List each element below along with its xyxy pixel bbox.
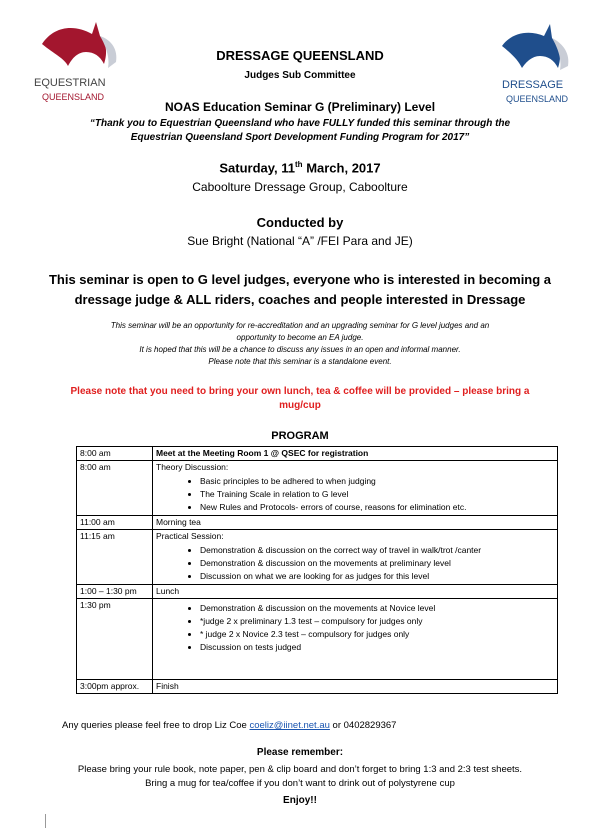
contact-prefix: Any queries please feel free to drop Liz Coe [62,720,250,731]
table-row [77,461,558,516]
conducted-label: Conducted by [256,215,344,230]
bullet-list [156,544,554,583]
row-activity: Theory Discussion: [156,462,229,472]
logo-right-line2: QUEENSLAND [506,94,569,104]
row-time: 3:00pm approx. [77,680,153,694]
thanks-note [0,117,600,145]
enjoy-text: Enjoy!! [283,795,317,806]
row-activity: Lunch [153,585,558,599]
open-note-line-1: This seminar is open to G level judges, everyone who is interested in becoming a [48,272,552,287]
table-row [77,516,558,530]
open-note [0,270,600,310]
contact-suffix: or 0402829367 [329,720,397,731]
row-activity-cell [153,599,558,680]
list-item: • Demonstration & discussion on the movements at Novice level [200,602,554,615]
table-row [77,680,558,694]
logo-left-line1: EQUESTRIAN [34,77,106,89]
program-table [76,446,558,694]
conductor-name: Sue Bright (National “A” /FEI Para and JE) [187,234,413,248]
dressage-queensland-logo [498,22,582,108]
seminar-title: NOAS Education Seminar G (Preliminary) Level [164,100,436,114]
date-prefix: Saturday, 11 [219,160,296,176]
lunch-note-line-2: mug/cup [279,400,321,411]
logo-right-line1: DRESSAGE [502,79,564,91]
logo-left-line2: QUEENSLAND [42,92,105,102]
row-time: 1:30 pm [77,599,153,680]
list-item: • Demonstration & discussion on the movements at preliminary level [200,557,554,570]
open-note-line-2: dressage judge & ALL riders, coaches and people interested in Dressage [74,292,526,307]
list-item: • Discussion on what we are looking for as judges for this level [200,570,554,583]
remember-heading: Please remember: [256,747,344,758]
bring-line-2: Bring a mug for tea/coffee if you don’t want to drink out of polystyrene cup [145,778,455,789]
details-line: Please note that this seminar is a standalone event. [208,357,392,366]
list-item: • Demonstration & discussion on the correct way of travel in walk/trot /canter [200,544,554,557]
row-time: 1:00 – 1:30 pm [77,585,153,599]
table-row [77,585,558,599]
event-venue: Caboolture Dressage Group, Caboolture [192,180,408,194]
row-time: 8:00 am [77,461,153,516]
list-item: • Discussion on tests judged [200,641,554,654]
program-heading: PROGRAM [271,430,329,442]
row-time: 11:15 am [77,530,153,585]
row-activity-cell [153,530,558,585]
table-row [77,530,558,585]
row-time: 8:00 am [77,447,153,461]
bring-note [0,763,600,791]
details-line: opportunity to become an EA judge. [236,333,364,342]
bullet-list [156,475,554,514]
lunch-note [0,385,600,413]
list-item: • * judge 2 x Novice 2.3 test – compulsory for judges only [200,628,554,641]
bullet-list [156,602,554,654]
list-item: • The Training Scale in relation to G level [200,488,554,501]
details-line: It is hoped that this will be a chance to discuss any issues in an open and informal manner. [139,345,461,354]
horse-head-logo-icon [498,22,582,108]
bring-line-1: Please bring your rule book, note paper, pen & clip board and don’t forget to bring 1:3 and 2:3 test sheets. [77,764,523,775]
page-subtitle: Judges Sub Committee [244,70,356,81]
row-activity: Practical Session: [156,531,224,541]
date-suffix: March, 2017 [302,160,381,176]
row-activity: Morning tea [153,516,558,530]
contact-line [62,720,396,731]
text-cursor-marker [45,814,46,828]
event-date [0,160,600,175]
page-title: DRESSAGE QUEENSLAND [216,48,384,63]
list-item: • New Rules and Protocols- errors of course, reasons for elimination etc. [200,501,554,514]
row-activity: Meet at the Meeting Room 1 @ QSEC for registration [153,447,558,461]
row-activity: Finish [153,680,558,694]
contact-email-link[interactable]: coeliz@iinet.net.au [249,720,330,731]
thanks-line-2: Equestrian Queensland Sport Development Funding Program for 2017” [130,132,470,143]
lunch-note-line-1: Please note that you need to bring your own lunch, tea & coffee will be provided – please bring a [70,386,530,397]
details-block [0,320,600,368]
row-time: 11:00 am [77,516,153,530]
row-activity-cell [153,461,558,516]
thanks-line-1: “Thank you to Equestrian Queensland who have FULLY funded this seminar through the [89,118,511,129]
details-line: This seminar will be an opportunity for re-accreditation and an upgrading seminar for G level judges and an [110,321,490,330]
list-item: • Basic principles to be adhered to when judging [200,475,554,488]
table-row [77,599,558,680]
table-row [77,447,558,461]
list-item: • *judge 2 x preliminary 1.3 test – compulsory for judges only [200,615,554,628]
date-sup: th [295,160,303,169]
